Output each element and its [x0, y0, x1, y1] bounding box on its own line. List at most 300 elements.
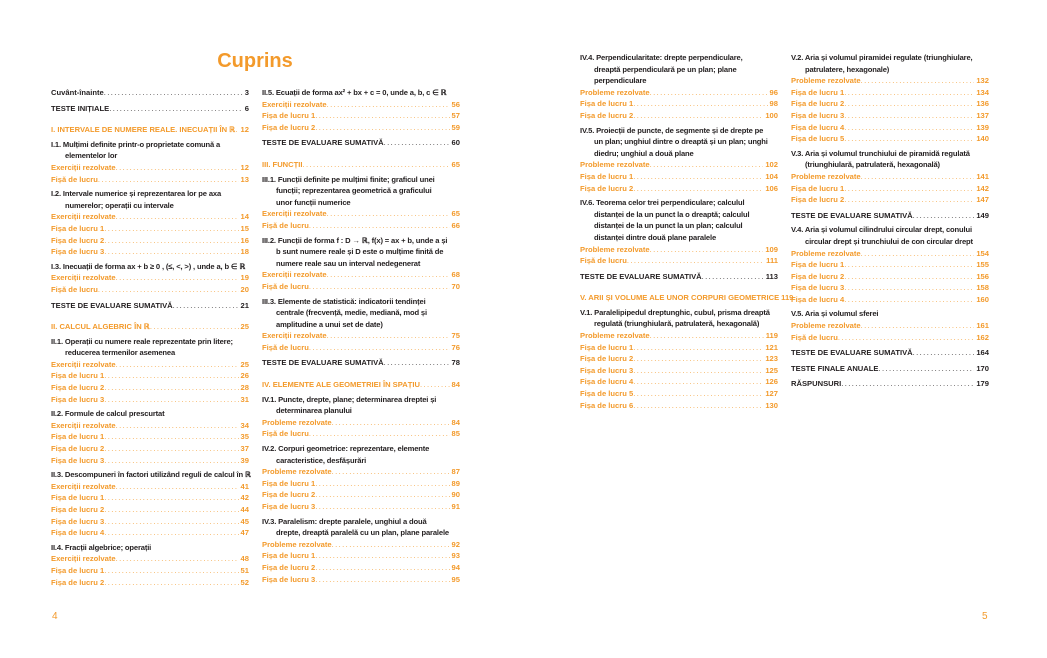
dot-leader: [150, 321, 239, 333]
section-heading-line: elementelor lor: [65, 151, 118, 161]
toc-subentry[interactable]: [262, 330, 460, 342]
dot-leader: [913, 347, 975, 359]
toc-subentry[interactable]: [51, 235, 249, 247]
entry-label: Fișa de lucru 3: [51, 455, 105, 465]
toc-subentry[interactable]: [791, 110, 989, 122]
entry-page-number: 132: [976, 76, 989, 86]
entry-page-number: 6: [244, 103, 249, 113]
entry-page-number: 170: [976, 363, 989, 373]
dot-leader: [327, 330, 450, 342]
entry-label: Probleme rezolvate: [791, 321, 861, 331]
dot-leader: [633, 171, 763, 183]
toc-subentry[interactable]: [51, 359, 249, 371]
toc-subentry[interactable]: [51, 527, 249, 539]
entry-page-number: 147: [976, 195, 989, 205]
toc-subentry[interactable]: [51, 420, 249, 432]
toc-subentry[interactable]: [51, 492, 249, 504]
toc-subentry[interactable]: [262, 342, 460, 354]
dot-leader: [104, 443, 238, 455]
toc-subentry[interactable]: [262, 417, 460, 429]
toc-subentry[interactable]: [51, 272, 249, 284]
dot-leader: [104, 455, 238, 467]
entry-label: TESTE INIȚIALE: [51, 103, 110, 113]
entry-page-number: 130: [765, 400, 778, 410]
entry-page-number: 20: [240, 284, 249, 294]
toc-subentry[interactable]: [51, 516, 249, 528]
dot-leader: [109, 103, 243, 115]
toc-subentry[interactable]: [262, 99, 460, 111]
toc-subentry[interactable]: [580, 244, 778, 256]
toc-subentry[interactable]: [580, 342, 778, 354]
dot-leader: [327, 208, 450, 220]
entry-page-number: 45: [240, 516, 249, 526]
toc-subentry[interactable]: [791, 271, 989, 283]
toc-subentry[interactable]: [580, 87, 778, 99]
toc-subentry[interactable]: [51, 481, 249, 493]
entry-page-number: 25: [240, 322, 249, 332]
section-heading-line: circular drept și trunchiului de con circular drept: [805, 236, 973, 246]
entry-label: TESTE DE EVALUARE SUMATIVĂ: [580, 271, 702, 281]
entry-label: Fișa de lucru 2: [791, 99, 845, 109]
entry-page-number: 126: [765, 377, 778, 387]
entry-page-number: 51: [240, 565, 249, 575]
section-heading-line: IV.2. Corpuri geometrice: reprezentare, elemente: [262, 444, 430, 454]
entry-page-number: 84: [451, 417, 460, 427]
dot-leader: [844, 133, 974, 145]
dot-leader: [838, 332, 974, 344]
toc-section-heading: [51, 469, 249, 481]
toc-subentry[interactable]: [791, 171, 989, 183]
entry-page-number: 149: [976, 210, 989, 220]
entry-page-number: 160: [976, 294, 989, 304]
entry-label: Fișa de lucru 5: [580, 389, 634, 399]
entry-page-number: 34: [240, 420, 249, 430]
dot-leader: [332, 466, 450, 478]
entry-page-number: 15: [240, 223, 249, 233]
entry-page-number: 12: [240, 125, 249, 135]
section-heading-line: b sunt numere reale și D este o mulțime finită de: [276, 247, 444, 257]
toc-subentry[interactable]: [51, 174, 249, 186]
section-heading-line: II.2. Formule de calcul prescurtat: [51, 409, 165, 419]
dot-leader: [384, 137, 450, 149]
dot-leader: [650, 87, 768, 99]
toc-subentry[interactable]: [580, 400, 778, 412]
dot-leader: [878, 363, 974, 375]
toc-subentry[interactable]: [51, 431, 249, 443]
dot-leader: [861, 320, 975, 332]
entry-label: Fișa de lucru 2: [262, 490, 316, 500]
toc-entry[interactable]: [791, 378, 989, 390]
entry-label: Exerciții rezolvate: [51, 212, 116, 222]
toc-subentry[interactable]: [262, 110, 460, 122]
entry-page-number: 98: [769, 99, 778, 109]
entry-page-number: 155: [976, 260, 989, 270]
entry-label: Fișa de lucru 3: [791, 283, 845, 293]
section-heading-line: II.1. Operații cu numere reale reprezentate prin litere;: [51, 336, 233, 346]
entry-label: Exerciții rezolvate: [51, 481, 116, 491]
dot-leader: [116, 481, 239, 493]
toc-section-heading: [51, 408, 249, 420]
toc-subentry[interactable]: [262, 489, 460, 501]
toc-entry[interactable]: [51, 300, 249, 312]
entry-page-number: 154: [976, 248, 989, 258]
toc-subentry[interactable]: [791, 259, 989, 271]
entry-page-number: 137: [976, 110, 989, 120]
toc-chapter-entry[interactable]: [51, 321, 249, 333]
dot-leader: [104, 504, 238, 516]
dot-leader: [104, 431, 238, 443]
entry-label: Fișa de lucru 1: [580, 171, 634, 181]
entry-page-number: 31: [240, 394, 249, 404]
toc-subentry[interactable]: [51, 211, 249, 223]
toc-subentry[interactable]: [580, 255, 778, 267]
entry-label: Fișa de lucru 1: [262, 551, 316, 561]
entry-page-number: 70: [451, 281, 460, 291]
toc-section-heading: [791, 308, 989, 320]
entry-label: TESTE DE EVALUARE SUMATIVĂ: [791, 348, 913, 358]
dot-leader: [315, 550, 449, 562]
section-heading-line: III.2. Funcții de forma f : D → ℝ, f(x) = ax + b, unde a și: [262, 235, 448, 245]
entry-page-number: 104: [765, 171, 778, 181]
toc-subentry[interactable]: [791, 75, 989, 87]
entry-label: Fișa de lucru 3: [580, 365, 634, 375]
toc-subentry[interactable]: [262, 501, 460, 513]
entry-page-number: 52: [240, 577, 249, 587]
toc-subentry[interactable]: [262, 281, 460, 293]
toc-subentry[interactable]: [791, 183, 989, 195]
dot-leader: [844, 282, 974, 294]
dot-leader: [844, 98, 974, 110]
toc-subentry[interactable]: [262, 220, 460, 232]
section-heading-line: distanței dintre două plane paralele: [594, 232, 717, 242]
toc-subentry[interactable]: [580, 183, 778, 195]
dot-leader: [861, 171, 975, 183]
dot-leader: [309, 342, 450, 354]
entry-label: TESTE DE EVALUARE SUMATIVĂ: [791, 210, 913, 220]
toc-subentry[interactable]: [262, 550, 460, 562]
entry-page-number: 111: [766, 256, 778, 266]
entry-label: Fișa de lucru 2: [791, 195, 845, 205]
toc-subentry[interactable]: [51, 455, 249, 467]
entry-label: Probleme rezolvate: [262, 417, 332, 427]
section-heading-line: numerelor; operații cu intervale: [65, 200, 174, 210]
entry-page-number: 127: [765, 389, 778, 399]
entry-page-number: 161: [976, 321, 989, 331]
toc-section-heading: [51, 188, 249, 211]
entry-page-number: 109: [765, 244, 778, 254]
toc-subentry[interactable]: [791, 320, 989, 332]
entry-label: Fișa de lucru 3: [51, 394, 105, 404]
entry-label: Fișa de lucru 4: [791, 294, 845, 304]
entry-label: TESTE DE EVALUARE SUMATIVĂ: [51, 300, 173, 310]
entry-page-number: 59: [451, 122, 460, 132]
toc-entry[interactable]: [791, 347, 989, 359]
entry-page-number: 26: [240, 371, 249, 381]
entry-page-number: 41: [240, 481, 249, 491]
section-heading-line: III.3. Elemente de statistică: indicatorii tendinței: [262, 296, 426, 306]
entry-label: Exerciții rezolvate: [51, 420, 116, 430]
toc-subentry[interactable]: [51, 382, 249, 394]
entry-label: Fișa de lucru 2: [580, 354, 634, 364]
entry-label: Fișă de lucru: [262, 342, 309, 352]
toc-subentry[interactable]: [791, 133, 989, 145]
section-heading-line: determinarea planului: [276, 406, 352, 416]
toc-chapter-entry[interactable]: [262, 379, 460, 391]
dot-leader: [702, 271, 764, 283]
toc-entry[interactable]: [262, 357, 460, 369]
dot-leader: [650, 244, 764, 256]
dot-leader: [116, 359, 239, 371]
entry-label: Fișă de lucru: [580, 256, 627, 266]
entry-label: Fișa de lucru 2: [580, 110, 634, 120]
toc-subentry[interactable]: [580, 330, 778, 342]
entry-page-number: 78: [451, 358, 460, 368]
toc-subentry[interactable]: [791, 194, 989, 206]
toc-subentry[interactable]: [580, 376, 778, 388]
section-heading-line: (triunghiulară, patrulateră, hexagonală): [805, 160, 940, 170]
entry-page-number: 21: [240, 300, 249, 310]
entry-page-number: 76: [451, 342, 460, 352]
entry-label: Fișa de lucru 2: [51, 235, 105, 245]
toc-entry[interactable]: [51, 103, 249, 115]
entry-page-number: 44: [240, 505, 249, 514]
entry-label: Exerciții rezolvate: [262, 331, 327, 341]
entry-page-number: 90: [451, 490, 460, 500]
entry-page-number: 42: [240, 493, 249, 503]
entry-label: Fișa de lucru 2: [580, 183, 634, 193]
entry-page-number: 84: [451, 380, 460, 390]
toc-subentry[interactable]: [580, 353, 778, 365]
toc-entry[interactable]: [262, 137, 460, 149]
entry-label: Fișa de lucru 5: [791, 134, 845, 144]
section-heading-line: un plan; unghiul dintre o dreaptă și un plan; unghi: [594, 137, 768, 147]
section-heading-line: IV.6. Teorema celor trei perpendiculare; calculul: [580, 198, 745, 208]
toc-section-heading: [262, 174, 460, 209]
entry-label: Exerciții rezolvate: [51, 359, 116, 369]
entry-page-number: 102: [765, 160, 778, 170]
section-heading-line: distanței de la un punct la o dreaptă; calculul: [594, 209, 750, 219]
toc-subentry[interactable]: [51, 370, 249, 382]
section-heading-line: amplitudine a unui set de date): [276, 319, 383, 329]
entry-label: Fișa de lucru 1: [51, 223, 105, 233]
toc-subentry[interactable]: [262, 562, 460, 574]
entry-label: Fișă de lucru: [262, 220, 309, 230]
entry-label: Exerciții rezolvate: [51, 162, 116, 172]
entry-label: Fișa de lucru 3: [791, 110, 845, 120]
entry-label: Fișa de lucru 1: [791, 183, 845, 193]
entry-page-number: 19: [240, 273, 249, 283]
entry-label: Probleme rezolvate: [262, 539, 332, 549]
entry-label: Probleme rezolvate: [791, 171, 861, 181]
dot-leader: [315, 574, 449, 586]
toc-subentry[interactable]: [51, 565, 249, 577]
entry-label: TESTE DE EVALUARE SUMATIVĂ: [262, 138, 384, 148]
entry-label: Fișa de lucru 1: [791, 87, 845, 97]
section-heading-line: diedru; unghiul a două plane: [594, 148, 694, 158]
toc-subentry[interactable]: [791, 248, 989, 260]
toc-subentry[interactable]: [791, 122, 989, 134]
entry-label: Fișa de lucru 2: [51, 444, 105, 454]
dot-leader: [315, 562, 449, 574]
section-heading-line: funcții; reprezentarea geometrică a graficului: [276, 186, 432, 196]
toc-subentry[interactable]: [580, 110, 778, 122]
toc-section-heading: [262, 87, 460, 99]
entry-label: TESTE DE EVALUARE SUMATIVĂ: [262, 358, 384, 368]
dot-leader: [633, 400, 763, 412]
dot-leader: [309, 220, 450, 232]
toc-subentry[interactable]: [791, 332, 989, 344]
dot-leader: [116, 420, 239, 432]
toc-subentry[interactable]: [262, 208, 460, 220]
entry-label: Cuvânt-înainte: [51, 88, 104, 97]
toc-section-heading: [262, 516, 460, 539]
entry-label: II. CALCUL ALGEBRIC ÎN ℝ: [51, 322, 150, 332]
toc-entry[interactable]: [791, 210, 989, 222]
entry-page-number: 25: [240, 359, 249, 369]
entry-page-number: 119: [765, 331, 778, 341]
dot-leader: [633, 388, 763, 400]
section-heading-line: V.2. Aria și volumul piramidei regulate (triunghiulare,: [791, 53, 973, 62]
toc-subentry[interactable]: [51, 162, 249, 174]
entry-page-number: 121: [765, 342, 778, 352]
entry-label: Fișa de lucru 3: [262, 502, 316, 511]
section-heading-line: I.1. Mulțimi definite printr-o proprietate comună a: [51, 139, 221, 149]
section-heading-line: centrale (frecvență, medie, mediană, mod și: [276, 308, 427, 318]
dot-leader: [315, 110, 449, 122]
toc-subentry[interactable]: [580, 159, 778, 171]
dot-leader: [332, 539, 450, 551]
section-heading-line: regulată (triunghiulară, patrulateră, hexagonală): [594, 319, 760, 329]
entry-page-number: 39: [240, 455, 249, 465]
dot-leader: [173, 300, 239, 312]
dot-leader: [116, 553, 239, 565]
entry-page-number: 28: [240, 383, 249, 393]
dot-leader: [332, 417, 450, 429]
entry-page-number: 75: [451, 331, 460, 341]
dot-leader: [627, 255, 764, 267]
entry-page-number: 94: [451, 562, 460, 572]
toc-entry[interactable]: [51, 87, 249, 99]
dot-leader: [913, 210, 975, 222]
entry-label: III. FUNCȚII: [262, 159, 303, 169]
toc-subentry[interactable]: [791, 98, 989, 110]
entry-label: Fișa de lucru 1: [262, 478, 316, 488]
entry-page-number: 95: [451, 574, 460, 584]
entry-page-number: 68: [451, 270, 460, 280]
entry-label: I. INTERVALE DE NUMERE REALE. INECUAȚII ÎN ℝ: [51, 125, 236, 135]
section-heading-line: V.1. Paralelipipedul dreptunghic, cubul, prisma dreaptă: [580, 307, 770, 317]
toc-subentry[interactable]: [580, 98, 778, 110]
entry-page-number: 47: [240, 528, 249, 538]
toc-subentry[interactable]: [51, 394, 249, 406]
dot-leader: [633, 98, 767, 110]
entry-page-number: 92: [451, 539, 460, 549]
dot-leader: [104, 394, 238, 406]
dot-leader: [861, 75, 975, 87]
dot-leader: [104, 223, 238, 235]
entry-label: Probleme rezolvate: [580, 160, 650, 170]
entry-page-number: 164: [976, 348, 989, 358]
toc-subentry[interactable]: [262, 539, 460, 551]
entry-label: Fișa de lucru 4: [791, 122, 845, 132]
toc-subentry[interactable]: [791, 294, 989, 306]
toc-subentry[interactable]: [51, 504, 249, 516]
toc-subentry[interactable]: [791, 87, 989, 99]
dot-leader: [104, 527, 238, 539]
toc-entry[interactable]: [791, 363, 989, 375]
dot-leader: [104, 516, 238, 528]
toc-subentry[interactable]: [791, 282, 989, 294]
dot-leader: [315, 478, 449, 490]
toc-chapter-entry[interactable]: [262, 159, 460, 171]
entry-label: Fișa de lucru 3: [51, 516, 105, 526]
entry-page-number: 85: [451, 429, 460, 439]
toc-subentry[interactable]: [262, 574, 460, 586]
entry-label: IV. ELEMENTE ALE GEOMETRIEI ÎN SPAȚIU: [262, 380, 420, 390]
entry-label: Fișa de lucru 6: [580, 400, 634, 410]
section-heading-line: drepte, dreaptă paralelă cu un plan, plane paralele: [276, 528, 449, 538]
section-heading-line: perpendiculare: [594, 76, 647, 86]
entry-page-number: 179: [976, 379, 989, 389]
entry-page-number: 156: [976, 271, 989, 281]
toc-subentry[interactable]: [262, 269, 460, 281]
entry-page-number: 136: [976, 99, 989, 109]
toc-entry[interactable]: [580, 271, 778, 283]
entry-label: Fișa de lucru 1: [51, 371, 105, 381]
entry-page-number: 158: [976, 283, 989, 293]
entry-label: V. ARII ȘI VOLUME ALE UNOR CORPURI GEOMETRICE: [580, 293, 780, 303]
section-heading-line: IV.4. Perpendicularitate: drepte perpendiculare,: [580, 53, 743, 62]
entry-label: Fișa de lucru 1: [51, 493, 105, 503]
toc-chapter-entry[interactable]: [51, 124, 249, 136]
toc-section-heading: [51, 542, 249, 554]
section-heading-line: distanței de la un punct la un plan; calculul: [594, 221, 743, 231]
toc-section-heading: [580, 307, 778, 330]
entry-label: Fișa de lucru 2: [51, 577, 105, 587]
toc-subentry[interactable]: [51, 246, 249, 258]
entry-page-number: 96: [769, 87, 778, 97]
toc-subentry[interactable]: [51, 223, 249, 235]
section-heading-line: IV.3. Paralelism: drepte paralele, unghiul a două: [262, 516, 427, 526]
toc-subentry[interactable]: [262, 478, 460, 490]
toc-subentry[interactable]: [51, 577, 249, 589]
toc-subentry[interactable]: [262, 122, 460, 134]
dot-leader: [309, 428, 450, 440]
toc-subentry[interactable]: [51, 443, 249, 455]
entry-label: Fișa de lucru 2: [262, 122, 316, 132]
toc-section-heading: [580, 52, 778, 87]
toc-subentry[interactable]: [262, 466, 460, 478]
toc-subentry[interactable]: [580, 388, 778, 400]
toc-subentry[interactable]: [580, 171, 778, 183]
toc-subentry[interactable]: [51, 284, 249, 296]
section-heading-line: V.5. Aria și volumul sferei: [791, 309, 879, 319]
dot-leader: [844, 259, 974, 271]
entry-label: Fișa de lucru 4: [580, 377, 634, 387]
toc-section-heading: [262, 443, 460, 466]
section-heading-line: I.3. Inecuații de forma ax + b ≥ 0 , (≤, <, >) , unde a, b ∈ ℝ: [51, 261, 246, 271]
toc-chapter-entry[interactable]: [580, 292, 794, 304]
entry-page-number: 60: [451, 138, 460, 148]
dot-leader: [844, 194, 974, 206]
entry-label: Fișa de lucru 1: [580, 342, 634, 352]
dot-leader: [844, 271, 974, 283]
toc-subentry[interactable]: [51, 553, 249, 565]
dot-leader: [104, 87, 243, 99]
toc-subentry[interactable]: [262, 428, 460, 440]
toc-subentry[interactable]: [580, 365, 778, 377]
entry-page-number: 142: [976, 183, 989, 193]
